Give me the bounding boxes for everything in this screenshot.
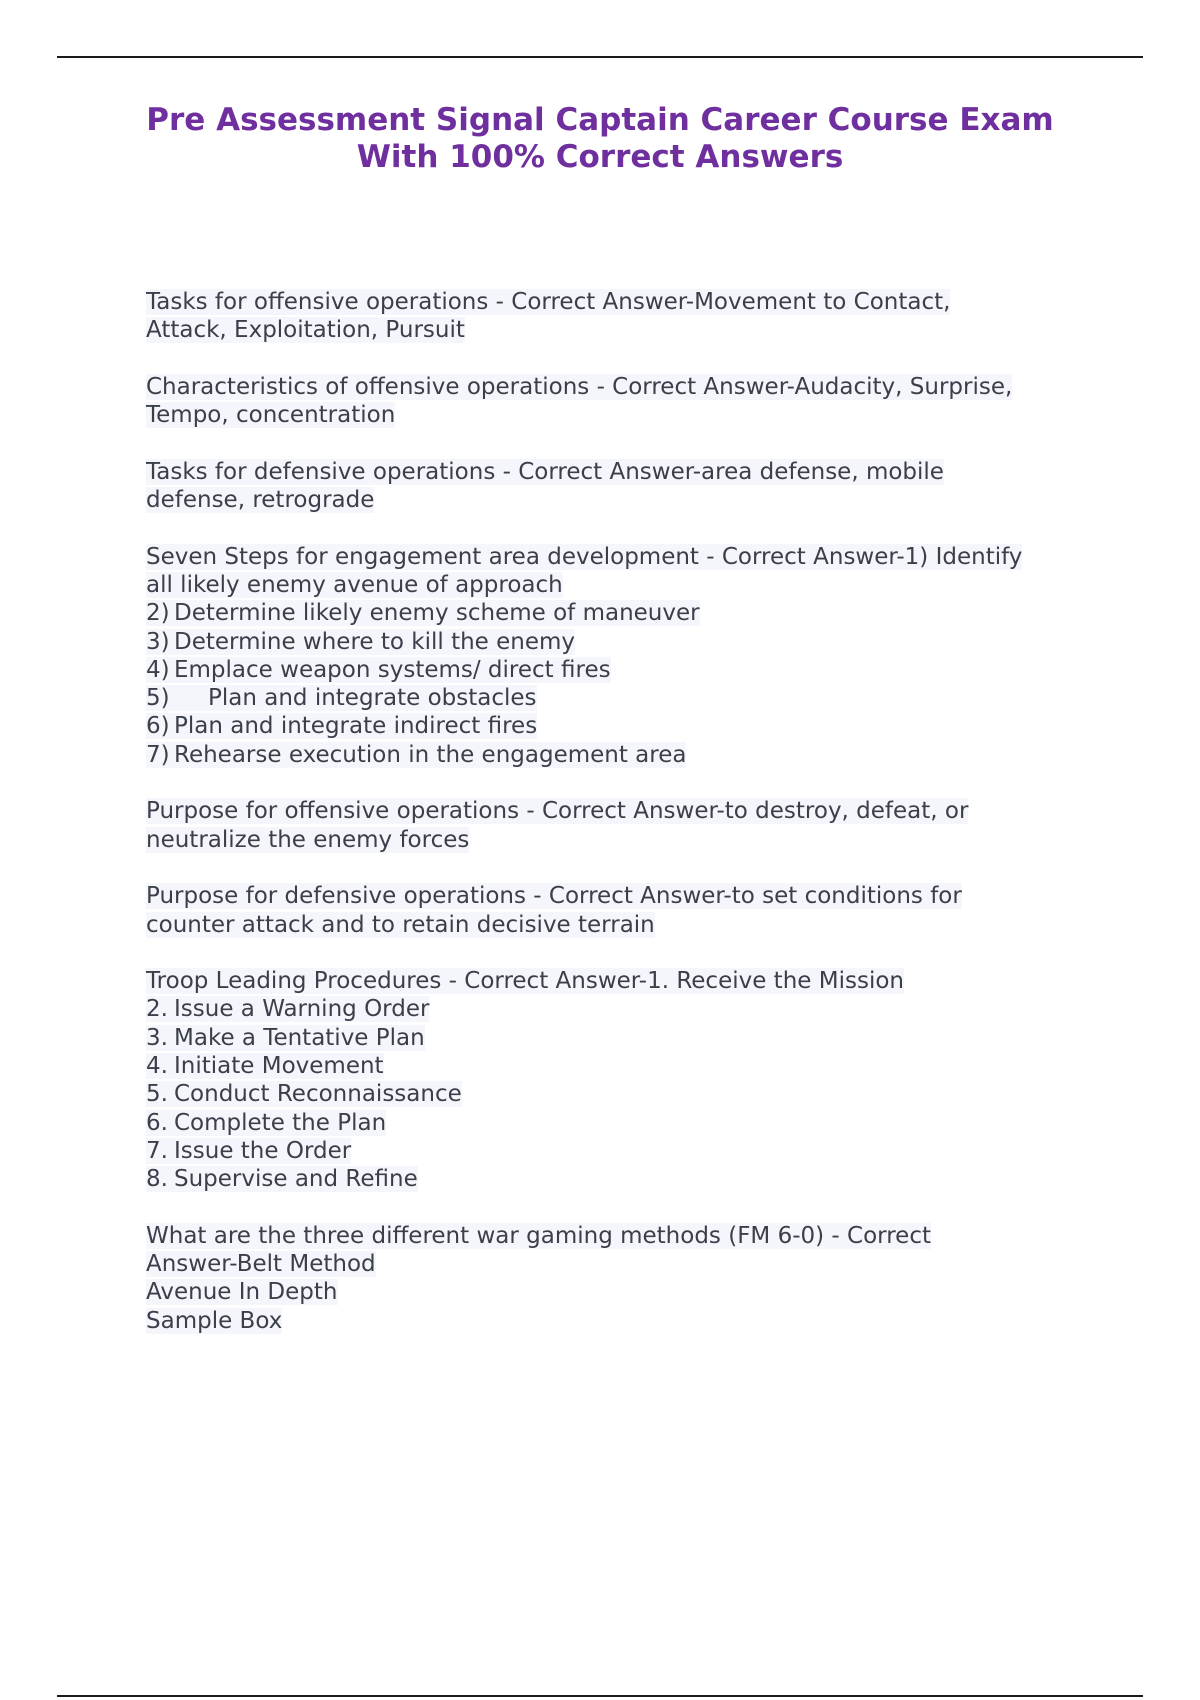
list-item-text: Issue the Order — [174, 1137, 352, 1164]
qa-text-line: Purpose for offensive operations - Correct Answer-to destroy, defeat, or — [146, 798, 969, 825]
qa-text-line: Purpose for defensive operations - Correct Answer-to set conditions for — [146, 883, 962, 910]
list-item-text: Plan and integrate obstacles — [208, 685, 537, 712]
header-rule — [57, 56, 1143, 58]
list-item-text: Issue a Warning Order — [174, 996, 430, 1023]
qa-block-troop-leading — [146, 967, 1096, 1193]
qa-text-line: neutralize the enemy forces — [146, 826, 470, 853]
list-number: 4. — [146, 1053, 168, 1080]
qa-text-line: Seven Steps for engagement area development - Correct Answer-1) Identify — [146, 543, 1023, 570]
list-item-text: Conduct Reconnaissance — [174, 1081, 462, 1108]
list-item-text: Make a Tentative Plan — [174, 1024, 425, 1051]
list-number: 7) — [146, 741, 170, 768]
qa-block-defensive-tasks — [146, 458, 1096, 515]
list-item-text: Rehearse execution in the engagement area — [174, 741, 687, 768]
list-number: 5) — [146, 685, 170, 712]
list-number: 6. — [146, 1109, 168, 1136]
list-number: 7. — [146, 1137, 168, 1164]
qa-text-line: all likely enemy avenue of approach — [146, 571, 563, 598]
list-item-text: Plan and integrate indirect fires — [174, 713, 538, 740]
qa-block-engagement-area — [146, 543, 1096, 769]
list-item-text: Complete the Plan — [174, 1109, 387, 1136]
qa-block-war-gaming — [146, 1222, 1096, 1335]
qa-text-line: Tasks for defensive operations - Correct Answer-area defense, mobile — [146, 458, 944, 485]
list-number: 5. — [146, 1081, 168, 1108]
qa-block-offensive-tasks — [146, 288, 1096, 345]
qa-text-line: What are the three different war gaming methods (FM 6-0) - Correct — [146, 1222, 931, 1249]
qa-block-offensive-purpose — [146, 797, 1096, 854]
list-item-text: Determine likely enemy scheme of maneuver — [174, 600, 700, 627]
qa-text-line: Characteristics of offensive operations - Correct Answer-Audacity, Surprise, — [146, 373, 1013, 400]
qa-text-line: Attack, Exploitation, Pursuit — [146, 317, 465, 344]
list-item-text: Emplace weapon systems/ direct fires — [174, 656, 611, 683]
qa-content — [146, 288, 1096, 1363]
document-title — [100, 102, 1100, 176]
list-number: 2) — [146, 600, 170, 627]
list-item-text: Supervise and Refine — [174, 1166, 418, 1193]
qa-block-offensive-characteristics — [146, 373, 1096, 430]
title-line-1: Pre Assessment Signal Captain Career Course Exam — [146, 102, 1054, 138]
qa-text-line: counter attack and to retain decisive terrain — [146, 911, 655, 938]
qa-block-defensive-purpose — [146, 882, 1096, 939]
list-number: 8. — [146, 1166, 168, 1193]
qa-text-line: Troop Leading Procedures - Correct Answer-1. Receive the Mission — [146, 968, 904, 995]
list-number: 3) — [146, 628, 170, 655]
title-line-2: With 100% Correct Answers — [356, 139, 844, 175]
list-number: 6) — [146, 713, 170, 740]
list-number: 4) — [146, 656, 170, 683]
list-number: 2. — [146, 996, 168, 1023]
list-item-text: Initiate Movement — [174, 1053, 384, 1080]
list-item-text: Determine where to kill the enemy — [174, 628, 576, 655]
qa-text-line: Answer-Belt Method — [146, 1251, 376, 1278]
qa-text-line: Avenue In Depth — [146, 1279, 338, 1306]
list-number: 3. — [146, 1024, 168, 1051]
qa-text-line: Tempo, concentration — [146, 402, 396, 429]
qa-text-line: Sample Box — [146, 1307, 283, 1334]
qa-text-line: Tasks for offensive operations - Correct Answer-Movement to Contact, — [146, 289, 951, 315]
qa-text-line: defense, retrograde — [146, 487, 375, 514]
footer-rule — [57, 1695, 1143, 1697]
